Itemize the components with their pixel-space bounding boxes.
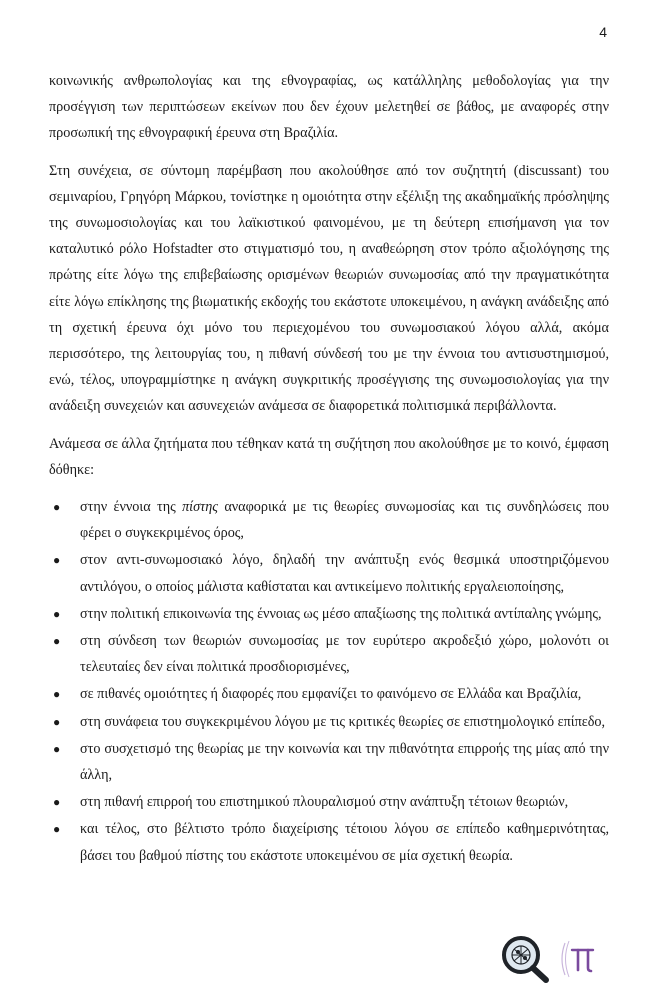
list-item-text: στη σύνδεση των θεωριών συνωμοσίας με τον ευρύτερο ακροδεξιό χώρο, μολονότι οι τελευταίες δεν είναι πολιτικά προσδιορισμένες, <box>80 633 609 676</box>
bullet-icon: ● <box>53 634 61 649</box>
list-item-text-after: αναφορικά με τις θεωρίες συνωμοσίας και τις συνδηλώσεις που φέρει ο συγκεκριμένος όρος, <box>80 499 610 542</box>
page-number: 4 <box>599 24 607 40</box>
discussion-topics-list <box>49 494 609 869</box>
list-item <box>49 628 609 680</box>
bullet-icon: ● <box>53 500 61 515</box>
bullet-icon: ● <box>53 606 61 621</box>
list-item <box>49 547 609 599</box>
paragraph-intro-continuation: κοινωνικής ανθρωπολογίας και της εθνογραφίας, ως κατάλληλης μεθοδολογίας για την προσέγγιση των περιπτώσεων εκείνων που δεν έχουν μελετηθεί σε βάθος, με αναφορές στην προσωπική της εθνογραφική έρευνα στη Βραζιλία. <box>49 73 609 142</box>
bullet-icon: ● <box>53 795 61 810</box>
list-item-text: σε πιθανές ομοιότητες ή διαφορές που εμφανίζει το φαινόμενο σε Ελλάδα και Βραζιλία, <box>80 686 582 703</box>
list-item <box>49 816 609 868</box>
bullet-icon: ● <box>53 687 61 702</box>
list-item <box>49 494 609 546</box>
paragraph-discussion-lead: Ανάμεσα σε άλλα ζητήματα που τέθηκαν κατά τη συζήτηση που ακολούθησε με το κοινό, έμφαση δόθηκε: <box>49 435 609 478</box>
document-body <box>49 68 609 870</box>
list-item-text: στο συσχετισμό της θεωρίας με την κοινωνία και την πιθανότητα επιρροής της μίας από την άλλη, <box>80 740 609 784</box>
bullet-icon: ● <box>53 553 61 568</box>
list-item-text-before: στην έννοια της <box>80 499 183 516</box>
list-item-text: στη πιθανή επιρροή του επιστημικού πλουραλισμού στην ανάπτυξη τέτοιων θεωριών, <box>80 794 569 811</box>
list-item-text: και τέλος, στο βέλτιστο τρόπο διαχείρισης τέτοιου λόγου σε επίπεδο καθημερινότητας, βάσει του βαθμού πίστης του εκάστοτε υποκειμένου σε μία σχετική θεωρία. <box>80 821 609 864</box>
magnifier-globe-logo-icon <box>500 935 552 983</box>
list-item <box>49 601 609 627</box>
list-item-emphasis: πίστης <box>182 499 218 516</box>
list-item <box>49 736 609 788</box>
bullet-icon: ● <box>53 741 61 756</box>
list-item <box>49 789 609 815</box>
bullet-icon: ● <box>53 822 61 837</box>
list-item <box>49 709 609 735</box>
footer-logos <box>500 935 610 985</box>
paragraph-discussant: Στη συνέχεια, σε σύντομη παρέμβαση που ακολούθησε από τον συζητητή (discussant) του σεμιναρίου, Γρηγόρη Μάρκου, τονίστηκε η ομοιότητα στην εξέλιξη της ακαδημαϊκής πρόσληψης της συνωμοσιολογίας και του λαϊκιστικού φαινομένου, με τη δεύτερη επισήμανση για τον καταλυτικό ρόλο Hofstadter στο στιγματισμό του, η αναθεώρηση στον τρόπο αξιολόγησης της πρώτης είτε λόγω της επιβεβαίωσης ορισμένων θεωριών συνωμοσίας από την πραγματικότητα είτε λόγω επίκλησης της βιωματικής εκδοχής του εκάστοτε υποκειμένου, η ανάγκη ανάδειξης από τη σχετική έρευνα όχι μόνο του περιεχομένου του συνωμοσιακού λόγου αλλά, ακόμα περισσότερο, της λειτουργίας του, η πιθανή σύνδεσή του με την έννοια του αντισυστημισμού, ενώ, τέλος, υπογραμμίστηκε η ανάγκη συγκριτικής προσέγγισης της συνωμοσιολογίας για την ανάδειξη συνεχειών και ασυνεχειών ανάμεσα σε διαφορετικά πολιτισμικά περιβάλλοντα. <box>49 162 609 415</box>
bullet-icon: ● <box>53 714 61 729</box>
pi-logo-icon <box>555 937 601 981</box>
list-item-text: στον αντι-συνωμοσιακό λόγο, δηλαδή την ανάπτυξη ενός θεσμικά υποστηριζόμενου αντιλόγου, ο οποίος μάλιστα καθίσταται και αντικείμενο πολιτικής εργαλειοποίησης, <box>80 552 609 595</box>
list-item-text: στη συνάφεια του συγκεκριμένου λόγου με τις κριτικές θεωρίες σε επιστημολογικό επίπεδο, <box>80 713 606 730</box>
list-item-text: στην πολιτική επικοινωνία της έννοιας ως μέσο απαξίωσης της πολιτικά αντίπαλης γνώμης, <box>80 605 602 622</box>
list-item <box>49 681 609 707</box>
